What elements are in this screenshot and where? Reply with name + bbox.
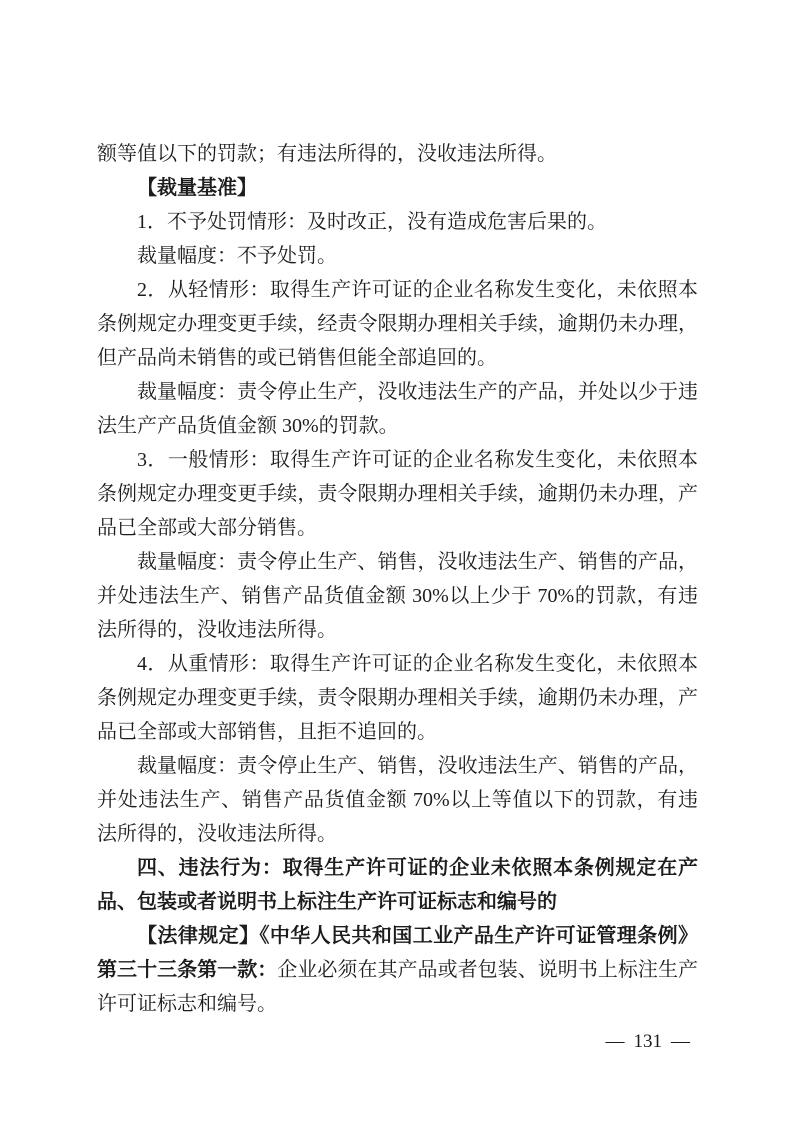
- heading-violation-4: [97, 851, 698, 919]
- paragraph-continuation: [97, 137, 698, 171]
- paragraph-case-4-range: [97, 749, 698, 851]
- paragraph-legal-provision: [97, 919, 698, 1021]
- heading-text: 【裁量基准】: [137, 177, 257, 199]
- document-body: [97, 137, 698, 1021]
- paragraph-text: 裁量幅度：责令停止生产，没收违法生产的产品，并处以少于违法生产产品货值金额 30%的罚款。: [97, 381, 698, 437]
- footer-dash-left: —: [605, 1031, 625, 1052]
- paragraph-case-2-range: [97, 375, 698, 443]
- paragraph-case-3-range: [97, 545, 698, 647]
- paragraph-text: 裁量幅度：不予处罚。: [137, 245, 337, 267]
- paragraph-case-1: [97, 205, 698, 239]
- legal-provision-body: 企业必须在其产品或者包装、说明书上标注生产许可证标志和编号。: [97, 959, 699, 1015]
- paragraph-case-2: [97, 273, 698, 375]
- paragraph-text: 1．不予处罚情形：及时改正，没有造成危害后果的。: [137, 211, 607, 233]
- paragraph-case-1-range: [97, 239, 698, 273]
- paragraph-text: 裁量幅度：责令停止生产、销售，没收违法生产、销售的产品，并处违法生产、销售产品货值金额 70%以上等值以下的罚款，有违法所得的，没收违法所得。: [97, 755, 698, 845]
- paragraph-text: 2．从轻情形：取得生产许可证的企业名称发生变化，未依照本条例规定办理变更手续，经责令限期办理相关手续，逾期仍未办理，但产品尚未销售的或已销售但能全部追回的。: [97, 279, 698, 369]
- paragraph-case-3: [97, 443, 698, 545]
- heading-discretion-basis: [97, 171, 698, 205]
- paragraph-text: 3．一般情形：取得生产许可证的企业名称发生变化，未依照本条例规定办理变更手续，责令限期办理相关手续，逾期仍未办理，产品已全部或大部分销售。: [97, 449, 698, 539]
- paragraph-text: 4．从重情形：取得生产许可证的企业名称发生变化，未依照本条例规定办理变更手续，责令限期办理相关手续，逾期仍未办理，产品已全部或大部销售，且拒不追回的。: [97, 653, 698, 743]
- heading-text: 四、违法行为：取得生产许可证的企业未依照本条例规定在产品、包装或者说明书上标注生产许可证标志和编号的: [97, 857, 698, 913]
- footer-dash-right: —: [671, 1031, 690, 1052]
- paragraph-case-4: [97, 647, 698, 749]
- page-footer: [597, 1030, 700, 1054]
- page-number: 131: [633, 1031, 662, 1052]
- legal-provision-label: 【法律规定】《中华人民共和国工业产品生产许可证管理条例》第三十三条第一款：: [97, 925, 698, 981]
- paragraph-text: 裁量幅度：责令停止生产、销售，没收违法生产、销售的产品，并处违法生产、销售产品货值金额 30%以上少于 70%的罚款，有违法所得的，没收违法所得。: [97, 551, 698, 641]
- paragraph-text: 额等值以下的罚款；有违法所得的，没收违法所得。: [97, 143, 557, 165]
